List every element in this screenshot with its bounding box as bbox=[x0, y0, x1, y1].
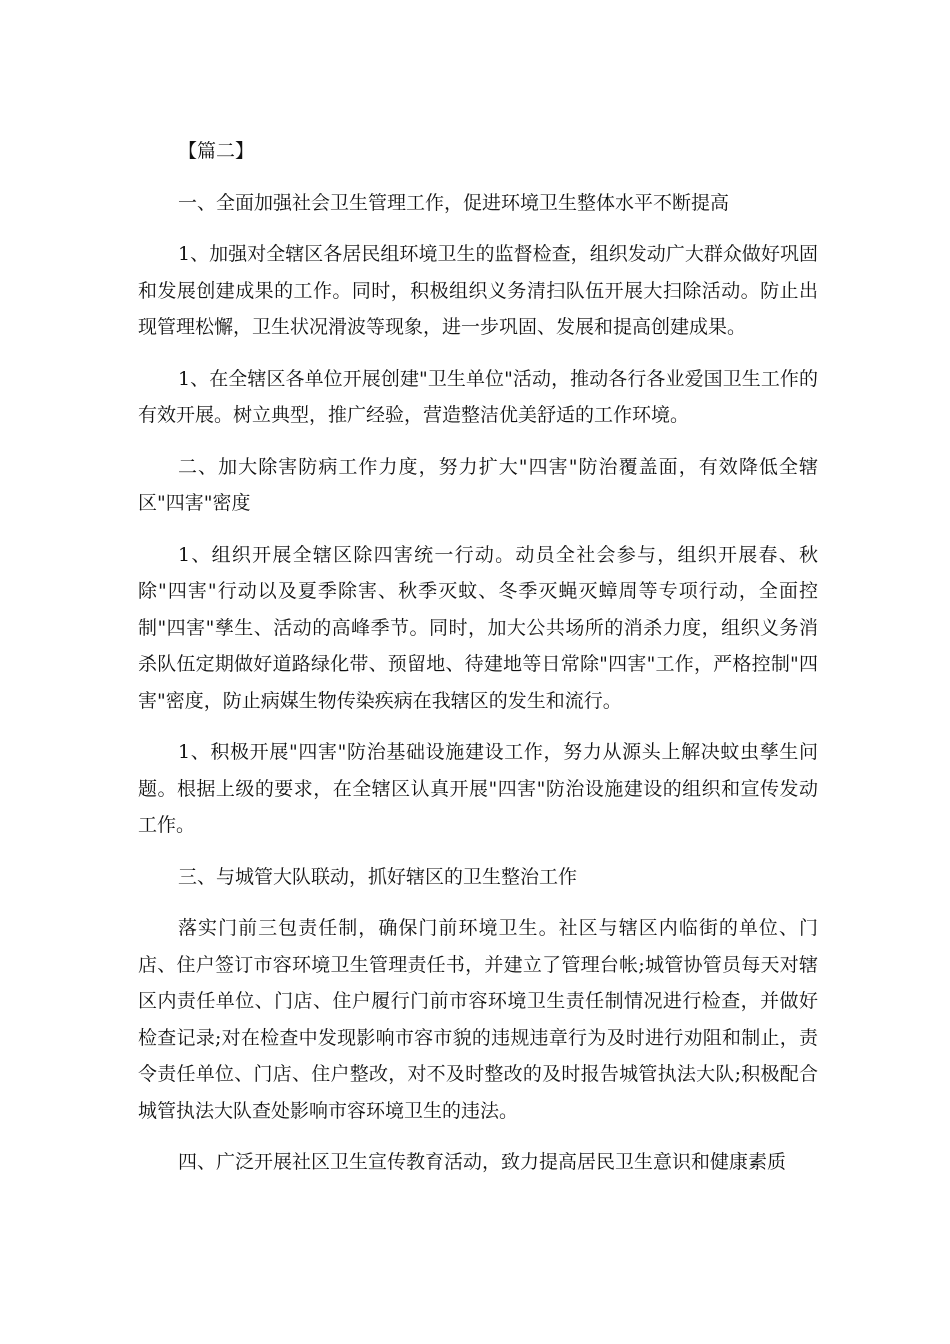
paragraph: 1、积极开展"四害"防治基础设施建设工作，努力从源头上解决蚊虫孳生问题。根据上级的要求，在全辖区认真开展"四害"防治设施建设的组织和宣传发动工作。 bbox=[138, 741, 818, 836]
document-body bbox=[138, 133, 818, 1196]
heading-three: 三、与城管大队联动，抓好辖区的卫生整治工作 bbox=[178, 865, 578, 888]
heading-one: 一、全面加强社会卫生管理工作，促进环境卫生整体水平不断提高 bbox=[178, 191, 730, 214]
paragraph: 1、加强对全辖区各居民组环境卫生的监督检查，组织发动广大群众做好巩固和发展创建成果的工作。同时，积极组织义务清扫队伍开展大扫除活动。防止出现管理松懈，卫生状况滑波等现象，进一步巩固、发展和提高创建成果。 bbox=[138, 243, 818, 338]
paragraph: 1、组织开展全辖区除四害统一行动。动员全社会参与，组织开展春、秋除"四害"行动以及夏季除害、秋季灭蚊、冬季灭蝇灭蟑周等专项行动，全面控制"四害"孳生、活动的高峰季节。同时，加大公共场所的消杀力度，组织义务消杀队伍定期做好道路绿化带、预留地、待建地等日常除"四害"工作，严格控制"四害"密度，防止病媒生物传染疾病在我辖区的发生和流行。 bbox=[138, 543, 818, 712]
heading-four: 四、广泛开展社区卫生宣传教育活动，致力提高居民卫生意识和健康素质 bbox=[178, 1151, 787, 1173]
heading-two: 二、加大除害防病工作力度，努力扩大"四害"防治覆盖面，有效降低全辖区"四害"密度 bbox=[138, 455, 818, 514]
paragraph: 落实门前三包责任制，确保门前环境卫生。社区与辖区内临街的单位、门店、住户签订市容环境卫生管理责任书，并建立了管理台帐;城管协管员每天对辖区内责任单位、门店、住户履行门前市容环境卫生责任制情况进行检查，并做好检查记录;对在检查中发现影响市容市貌的违规违章行为及时进行劝阻和制止，责令责任单位、门店、住户整改，对不及时整改的及时报告城管执法大队;积极配合城管执法大队查处影响市容环境卫生的违法。 bbox=[138, 917, 818, 1122]
section-title: 【篇二】 bbox=[178, 140, 255, 162]
paragraph: 1、在全辖区各单位开展创建"卫生单位"活动，推动各行各业爱国卫生工作的有效开展。树立典型，推广经验，营造整洁优美舒适的工作环境。 bbox=[138, 367, 818, 426]
